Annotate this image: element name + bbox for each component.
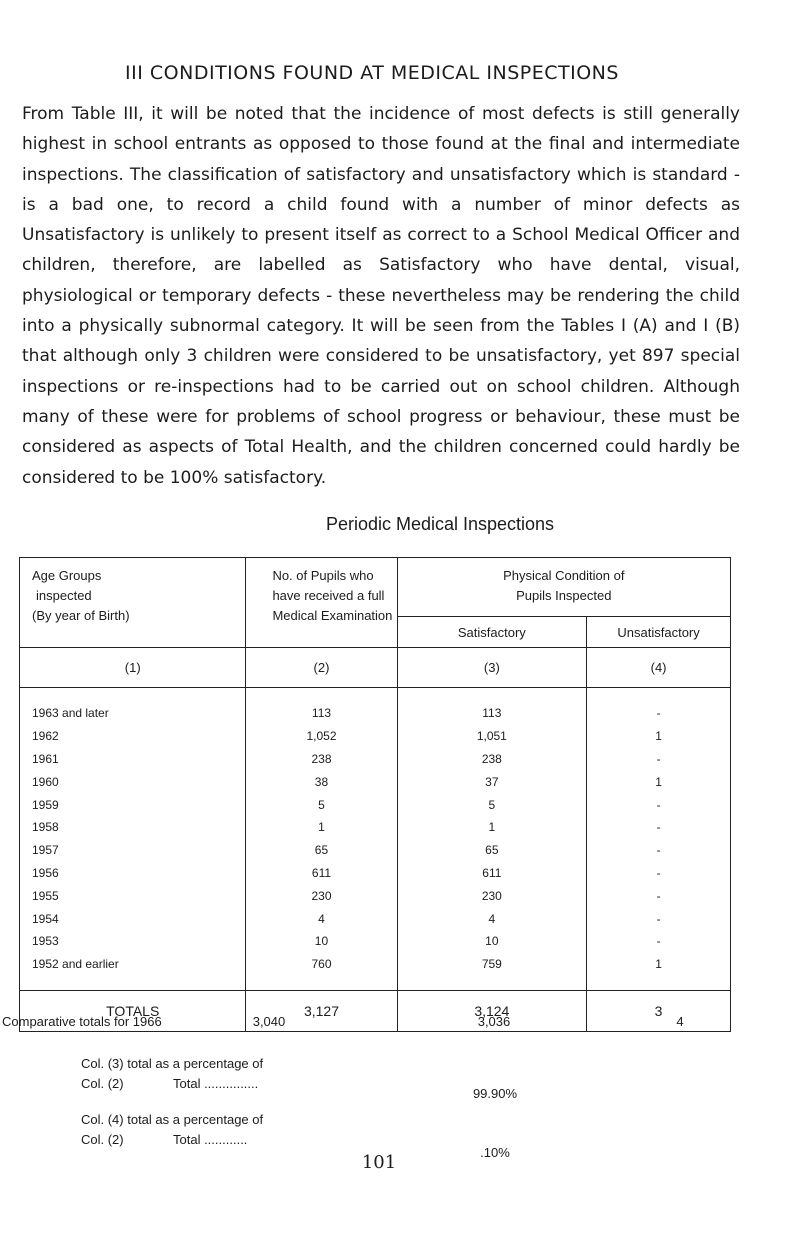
unsatisfactory-cell: 1 (587, 953, 731, 990)
satisfactory-cell: 238 (397, 748, 587, 771)
totals-label: TOTALS (20, 990, 246, 1031)
unsatisfactory-cell: - (587, 793, 731, 816)
unsatisfactory-cell: - (587, 884, 731, 907)
year-cell: 1959 (20, 793, 246, 816)
year-cell: 1957 (20, 839, 246, 862)
table-row (20, 862, 731, 885)
col-number-4: (4) (587, 648, 731, 688)
year-cell: 1953 (20, 930, 246, 953)
year-cell: 1962 (20, 725, 246, 748)
unsatisfactory-cell: - (587, 930, 731, 953)
unsatisfactory-cell: - (587, 748, 731, 771)
satisfactory-cell: 113 (397, 688, 587, 725)
examined-cell: 1 (246, 816, 397, 839)
table-row (20, 770, 731, 793)
examined-cell: 38 (246, 770, 397, 793)
table-row (20, 930, 731, 953)
unsatisfactory-cell: - (587, 839, 731, 862)
unsatisfactory-cell: - (587, 862, 731, 885)
col-number-2: (2) (246, 648, 397, 688)
percentage-3-total: Total ............... (173, 1076, 259, 1091)
totals-unsatisfactory: 3 (587, 990, 731, 1031)
unsatisfactory-cell: 1 (587, 725, 731, 748)
table-row (20, 907, 731, 930)
section-heading: III CONDITIONS FOUND AT MEDICAL INSPECTIONS (125, 62, 619, 84)
satisfactory-cell: 4 (397, 907, 587, 930)
table-row (20, 725, 731, 748)
table-row (20, 793, 731, 816)
comparative-satisfactory: 3,036 (477, 1014, 511, 1029)
satisfactory-cell: 1 (397, 816, 587, 839)
examined-cell: 5 (246, 793, 397, 816)
year-cell: 1963 and later (20, 688, 246, 725)
satisfactory-cell: 10 (397, 930, 587, 953)
year-cell: 1961 (20, 748, 246, 771)
table-header-row (20, 558, 731, 617)
page-number: 101 (361, 1152, 397, 1173)
percentage-3-line1: Col. (3) total as a percentage of (81, 1056, 264, 1071)
table-row (20, 839, 731, 862)
col-number-3: (3) (397, 648, 587, 688)
table-body (20, 688, 731, 991)
year-cell: 1955 (20, 884, 246, 907)
comparative-label: Comparative totals for 1966 (2, 1014, 162, 1029)
satisfactory-cell: 65 (397, 839, 587, 862)
examined-cell: 1,052 (246, 725, 397, 748)
percentage-3-col: Col. (2) (81, 1076, 124, 1091)
examined-cell: 113 (246, 688, 397, 725)
satisfactory-header: Satisfactory (397, 617, 587, 648)
comparative-examined: 3,040 (252, 1014, 286, 1029)
examined-cell: 4 (246, 907, 397, 930)
table-row (20, 816, 731, 839)
body-paragraph: From Table III, it will be noted that the incidence of most defects is still generally highest in school entrants as opposed to those found at the final and intermediate inspections. The classification of satisfactory and unsatisfactory which is standard - is a bad one, to record a child found with a number of minor defects as Unsatisfactory is unlikely to present itself as correct to a School Medical Officer and children, therefore, are labelled as Satisfactory who have dental, visual, physiological or temporary defects - these nevertheless may be rendering the child into a physically subnormal category. It will be seen from the Tables I (A) and I (B) that although only 3 children were considered to be unsatisfactory, yet 897 special inspections or re-inspections had to be carried out on school children. Although many of these were for problems of school progress or behaviour, these must be considered as aspects of Total Health, and the children concerned could hardly be considered to be 100% satisfactory. (22, 104, 740, 488)
satisfactory-cell: 1,051 (397, 725, 587, 748)
col-number-1: (1) (20, 648, 246, 688)
totals-satisfactory: 3,124 (397, 990, 587, 1031)
totals-examined: 3,127 (246, 990, 397, 1031)
unsatisfactory-cell: - (587, 907, 731, 930)
comparative-unsatisfactory: 4 (676, 1014, 684, 1029)
examined-cell: 238 (246, 748, 397, 771)
unsatisfactory-cell: 1 (587, 770, 731, 793)
percentage-3-value: 99.90% (472, 1086, 518, 1101)
examined-cell: 230 (246, 884, 397, 907)
examined-cell: 611 (246, 862, 397, 885)
examined-cell: 760 (246, 953, 397, 990)
table-row (20, 688, 731, 725)
pupils-examined-header: No. of Pupils who have received a full Medical Examination (246, 558, 397, 648)
year-cell: 1958 (20, 816, 246, 839)
year-cell: 1952 and earlier (20, 953, 246, 990)
satisfactory-cell: 230 (397, 884, 587, 907)
examined-cell: 10 (246, 930, 397, 953)
satisfactory-cell: 5 (397, 793, 587, 816)
percentage-4-value: .10% (480, 1145, 510, 1160)
age-groups-header: Age Groups inspected (By year of Birth) (20, 558, 246, 648)
table-row (20, 953, 731, 990)
satisfactory-cell: 759 (397, 953, 587, 990)
column-number-row (20, 648, 731, 688)
inspections-table (19, 557, 731, 1032)
unsatisfactory-cell: - (587, 688, 731, 725)
year-cell: 1954 (20, 907, 246, 930)
examined-cell: 65 (246, 839, 397, 862)
percentage-4-col: Col. (2) (81, 1132, 124, 1147)
unsatisfactory-cell: - (587, 816, 731, 839)
percentage-4-total: Total ............ (173, 1132, 248, 1147)
unsatisfactory-header: Unsatisfactory (587, 617, 731, 648)
percentage-4-line1: Col. (4) total as a percentage of (81, 1112, 264, 1127)
satisfactory-cell: 37 (397, 770, 587, 793)
table-row (20, 748, 731, 771)
table-title: Periodic Medical Inspections (325, 514, 555, 534)
table-row (20, 884, 731, 907)
year-cell: 1956 (20, 862, 246, 885)
satisfactory-cell: 611 (397, 862, 587, 885)
year-cell: 1960 (20, 770, 246, 793)
physical-condition-header: Physical Condition of Pupils Inspected (397, 558, 730, 617)
